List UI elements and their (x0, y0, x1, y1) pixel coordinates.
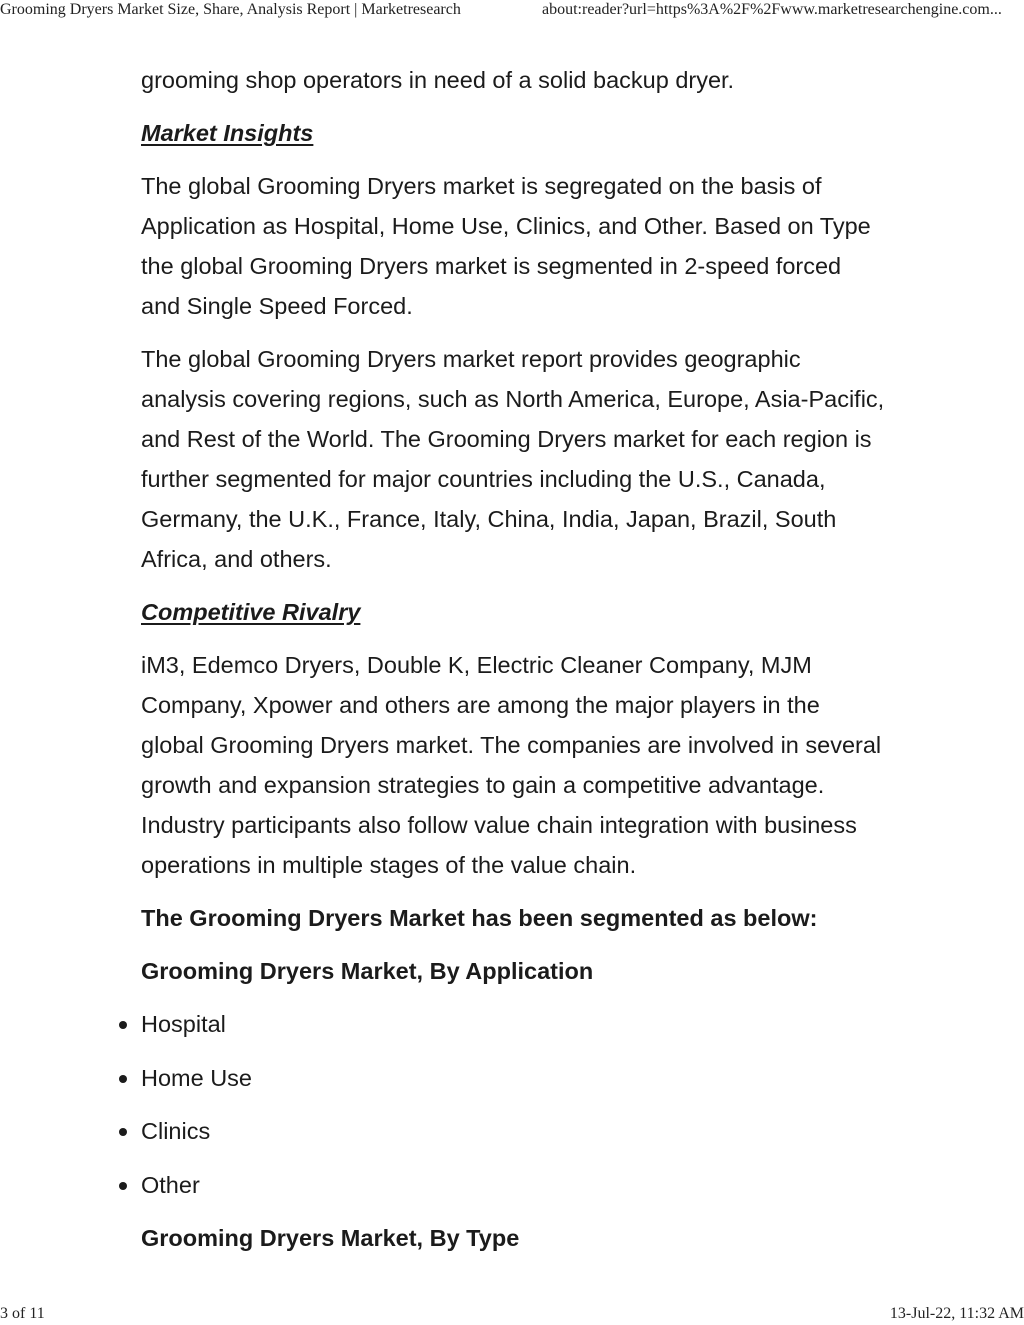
competitive-rivalry-paragraph: iM3, Edemco Dryers, Double K, Electric Cleaner Company, MJM Company, Xpower and others are among the major players in the global Grooming Dryers market. The companies are involved in several growth and expansion strategies to gain a competitive advantage. Industry participants also follow value chain integration with business operations in multiple stages of the value chain. (141, 652, 882, 878)
competitive-rivalry-heading[interactable]: Competitive Rivalry (141, 599, 361, 625)
by-application-heading: Grooming Dryers Market, By Application (141, 958, 594, 984)
print-footer (0, 1305, 1024, 1325)
market-insights-paragraph-1: The global Grooming Dryers market is segregated on the basis of Application as Hospital, Home Use, Clinics, and Other. Based on Type the global Grooming Dryers market is segmented in 2-speed forced and Single Speed Forced. (141, 173, 871, 319)
intro-paragraph-tail: grooming shop operators in need of a solid backup dryer. (141, 67, 735, 93)
list-item: Other (141, 1165, 886, 1205)
application-list (141, 1004, 886, 1205)
list-item: Hospital (141, 1004, 886, 1044)
print-header-url: about:reader?url=https%3A%2F%2Fwww.marketresearchengine.com... (542, 1, 1002, 18)
reader-article (141, 60, 886, 1271)
list-item: Clinics (141, 1111, 886, 1151)
print-datetime: 13-Jul-22, 11:32 AM (889, 1305, 1024, 1322)
page-number: 3 of 11 (0, 1305, 45, 1322)
print-header (0, 0, 1024, 24)
segmentation-heading: The Grooming Dryers Market has been segmented as below: (141, 905, 818, 931)
market-insights-heading[interactable]: Market Insights (141, 120, 314, 146)
market-insights-paragraph-2: The global Grooming Dryers market report provides geographic analysis covering regions, such as North America, Europe, Asia-Pacific, and Rest of the World. The Grooming Dryers market for each region is further segmented for major countries including the U.S., Canada, Germany, the U.K., France, Italy, China, India, Japan, Brazil, South Africa, and others. (141, 346, 885, 572)
list-item: Home Use (141, 1058, 886, 1098)
by-type-heading: Grooming Dryers Market, By Type (141, 1225, 520, 1251)
print-header-title: Grooming Dryers Market Size, Share, Analysis Report | Marketresearch (0, 1, 461, 18)
